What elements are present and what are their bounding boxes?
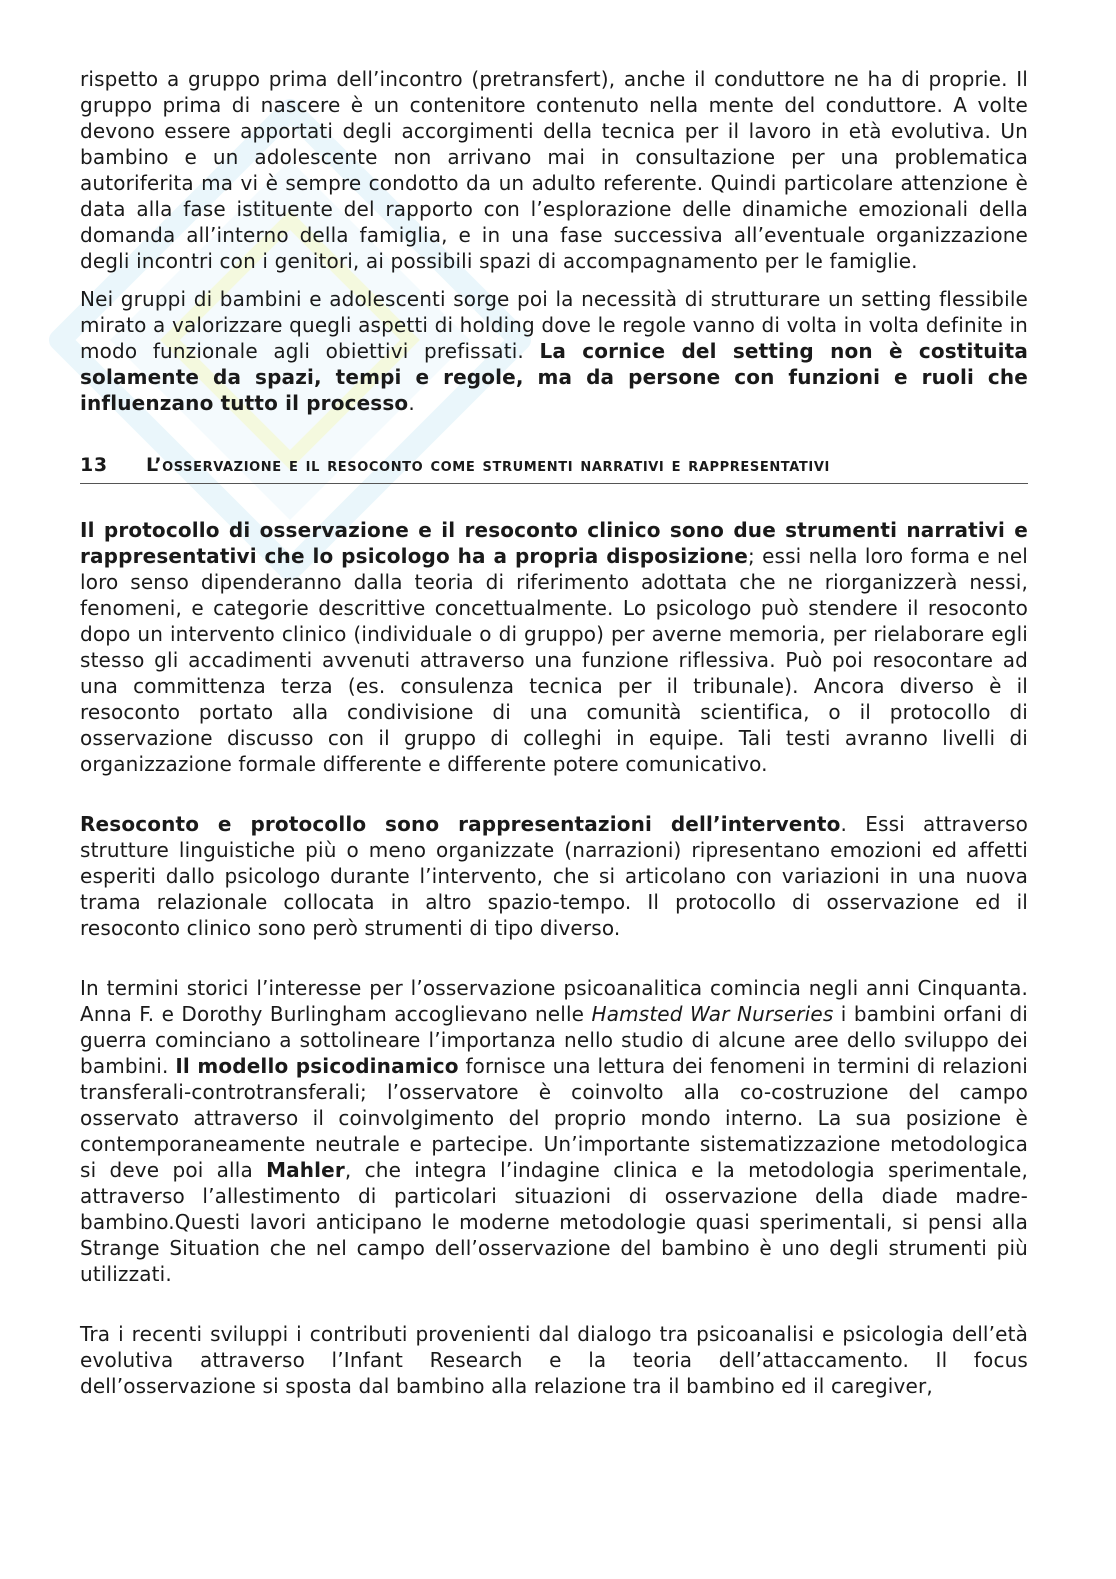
paragraph-text: , che integra l’indagine clinica e la metodologia sperimentale, attraverso l’allestimento di particolari situazioni di osservazione della diade madre-bambino.Questi lavori anticipano le moderne metodologie quasi sperimentali, si pensi alla Strange Situation che nel campo dell’osservazione del bambino è uno degli strumenti più utilizzati. xyxy=(80,1158,1028,1286)
paragraph-pretransfert xyxy=(80,66,1028,274)
paragraph-text: fornisce una lettura dei fenomeni in termini di relazioni transferali-controtransferali; l’osservatore è coinvolto alla co-costruzione del campo osservato attraverso il coinvolgimento del proprio mondo interno. La sua posizione è contemporaneamente neutrale e partecipe. Un’importante sistematizzazione metodologica si deve poi alla xyxy=(80,1054,1029,1182)
section-heading xyxy=(80,453,1028,484)
paragraph-bold-text: Il modello psicodinamico xyxy=(175,1054,459,1078)
paragraph-bold-text: Mahler xyxy=(266,1158,345,1182)
paragraph-bold-text: Resoconto e protocollo sono rappresentazioni dell’intervento xyxy=(80,812,841,836)
paragraph-text: . Essi attraverso strutture linguistiche più o meno organizzate (narrazioni) ripresentano emozioni ed affetti esperiti dallo psicologo durante l’intervento, che si articolano con variazioni in una nuova trama relazionale collocata in altro spazio-tempo. Il protocollo di osservazione ed il resoconto clinico sono però strumenti di tipo diverso. xyxy=(80,812,1028,940)
paragraph-text: ; essi nella loro forma e nel loro senso dipenderanno dalla teoria di riferimento adottata che ne riorganizzerà nessi, fenomeni, e categorie descrittive concettualmente. Lo psicologo può stendere il resoconto dopo un intervento clinico (individuale o di gruppo) per averne memoria, per rielaborare egli stesso gli accadimenti avvenuti attraverso una funzione riflessiva. Può poi resocontare ad una committenza terza (es. consulenza tecnica per il tribunale). Ancora diverso è il resoconto portato alla condivisione di una comunità scientifica, o il protocollo di osservazione discusso con il gruppo di colleghi in equipe. Tali testi avranno livelli di organizzazione formale differente e differente potere comunicativo. xyxy=(80,544,1028,776)
paragraph-protocollo xyxy=(80,517,1028,777)
paragraph-text: Nei gruppi di bambini e adolescenti sorge poi la necessità di strutturare un setting flessibile mirato a valorizzare quegli aspetti di holding dove le regole vanno di volta in volta definite in modo funzionale agli obiettivi prefissati. xyxy=(80,287,1028,363)
paragraph-text: i bambini orfani di guerra cominciano a sottolineare l’importanza nello studio di alcune aree dello sviluppo dei bambini. xyxy=(80,1002,1028,1078)
paragraph-setting xyxy=(80,286,1028,416)
section-title: L’osservazione e il resoconto come strumenti narrativi e rappresentativi xyxy=(146,454,830,476)
paragraph-bold-text: La cornice del setting non è costituita solamente da spazi, tempi e regole, ma da persone con funzioni e ruoli che influenzano tutto il processo xyxy=(80,339,1028,415)
paragraph-sviluppi xyxy=(80,1321,1028,1399)
paragraph-resoconto xyxy=(80,811,1028,941)
section-number: 13 xyxy=(80,454,108,476)
paragraph-text: rispetto a gruppo prima dell’incontro (pretransfert), anche il conduttore ne ha di proprie. Il gruppo prima di nascere è un contenitore contenuto nella mente del conduttore. A volte devono essere apportati degli accorgimenti della tecnica per il lavoro in età evolutiva. Un bambino e un adolescente non arrivano mai in consultazione per una problematica autoriferita ma vi è sempre condotto da un adulto referente. Quindi particolare attenzione è data alla fase istituente del rapporto con l’esplorazione delle dinamiche emozionali della domanda all’interno della famiglia, e in una fase successiva all’eventuale organizzazione degli incontri con i genitori, ai possibili spazi di accompagnamento per le famiglie. xyxy=(80,67,1028,273)
paragraph-text: In termini storici l’interesse per l’osservazione psicoanalitica comincia negli anni Cinquanta. Anna F. e Dorothy Burlingham accoglievano nelle xyxy=(80,976,1028,1026)
paragraph-bold-text: Il protocollo di osservazione e il resoconto clinico sono due strumenti narrativi e rappresentativi che lo psicologo ha a propria disposizione xyxy=(80,518,1028,568)
paragraph-italic-text: Hamsted War Nurseries xyxy=(591,1002,834,1026)
document-page xyxy=(80,66,1028,1399)
paragraph-storia xyxy=(80,975,1028,1287)
paragraph-text: . xyxy=(408,391,415,415)
paragraph-text: Tra i recenti sviluppi i contributi provenienti dal dialogo tra psicoanalisi e psicologia dell’età evolutiva attraverso l’Infant Research e la teoria dell’attaccamento. Il focus dell’osservazione si sposta dal bambino alla relazione tra il bambino ed il caregiver, xyxy=(80,1322,1028,1398)
